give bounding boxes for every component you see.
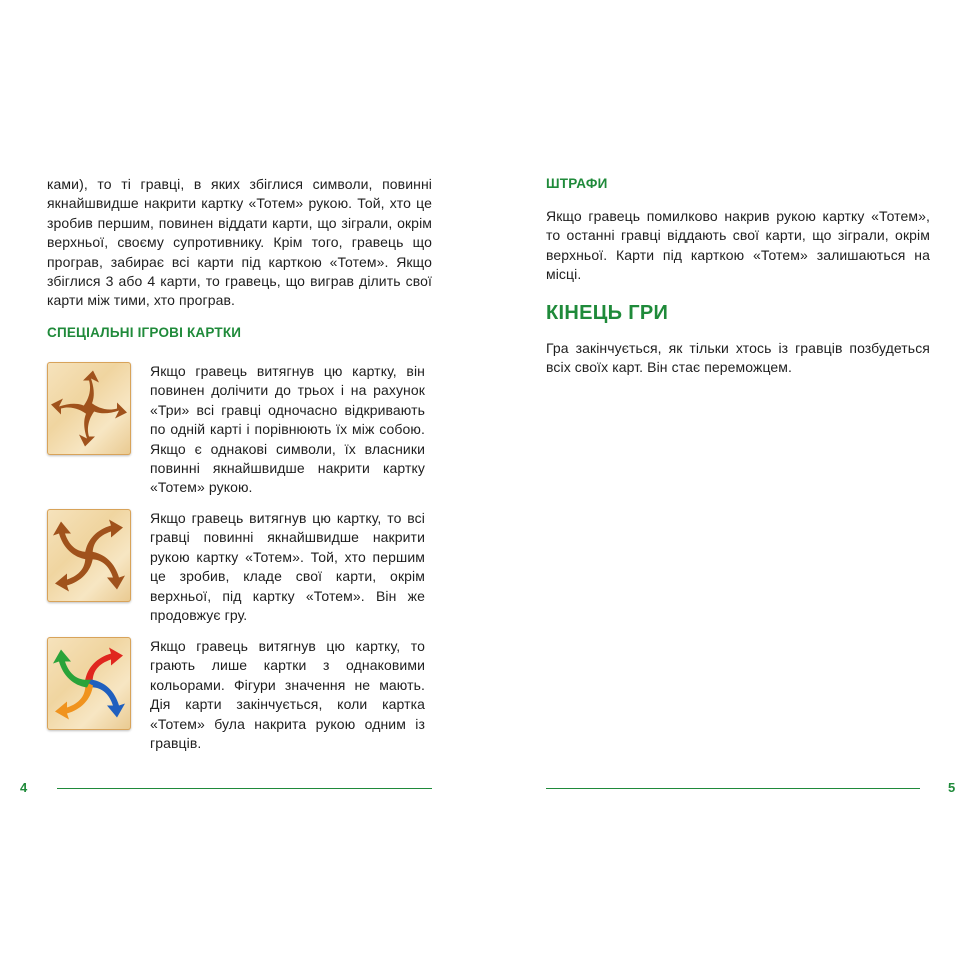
page-number-right: 5: [948, 780, 956, 795]
brown-arrows-inward-card-icon: [47, 362, 131, 455]
special-cards-heading-wrap: [47, 325, 432, 340]
right-page: [546, 176, 930, 377]
brown-arrows-outward-card-icon: [47, 509, 131, 602]
penalty-paragraph: Якщо гравець помилково накрив рукою картку «Тотем», то останні гравці віддають свої карти, що зіграли, окрім верхньої. Карти під карткою «Тотем» залишаються на місці.: [546, 208, 930, 283]
colored-arrows-outward-card-icon: [47, 637, 131, 730]
left-page: [47, 175, 432, 311]
footer-divider-right: [546, 788, 920, 789]
end-of-game-paragraph: Гра закінчується, як тільки хтось із гравців позбудеться всіх своїх карт. Він стає переможцем.: [546, 339, 930, 376]
special-card-row-3: [47, 637, 425, 752]
special-card-text-2: Якщо гравець витягнув цю картку, то всі гравці повинні якнайшвидше накрити рукою картку «Тотем». Той, хто першим це зробив, кладе свої карти, окрім верхньої, під картку «Тотем». Він же продовжує гру.: [150, 510, 425, 624]
special-card-row-2: [47, 509, 425, 629]
special-card-text-3: Якщо гравець витягнув цю картку, то грають лише картки з однаковими кольорами. Фігури значення не мають. Дія карти закінчується, коли картка «Тотем» була накрита рукою одним із гравців.: [150, 638, 425, 752]
footer-divider-left: [57, 788, 432, 789]
end-of-game-heading: КІНЕЦЬ ГРИ: [546, 301, 669, 324]
penalty-heading: ШТРАФИ: [546, 176, 608, 191]
intro-paragraph: ками), то ті гравці, в яких збіглися символи, повинні якнайшвидше накрити картку «Тотем» рукою. Той, хто це зробив першим, повинен віддати карти, що зіграли, окрім верхньої, своєму супротивнику. Крім того, гравець що програв, забирає всі карти під карткою «Тотем». Якщо збіглися 3 або 4 карти, то гравець, що виграв ділить свої карти між тими, хто програв.: [47, 176, 432, 309]
special-card-row-1: [47, 362, 425, 497]
special-cards-heading: СПЕЦІАЛЬНІ ІГРОВІ КАРТКИ: [47, 325, 242, 340]
page-number-left: 4: [20, 780, 28, 795]
special-card-text-1: Якщо гравець витягнув цю картку, він повинен долічити до трьох і на рахунок «Три» всі гравці одночасно відкривають по одній карті і порівнюють їх між собою. Якщо є однакові символи, їх власники повинні якнайшвидше накрити картку «Тотем» рукою.: [150, 363, 425, 496]
